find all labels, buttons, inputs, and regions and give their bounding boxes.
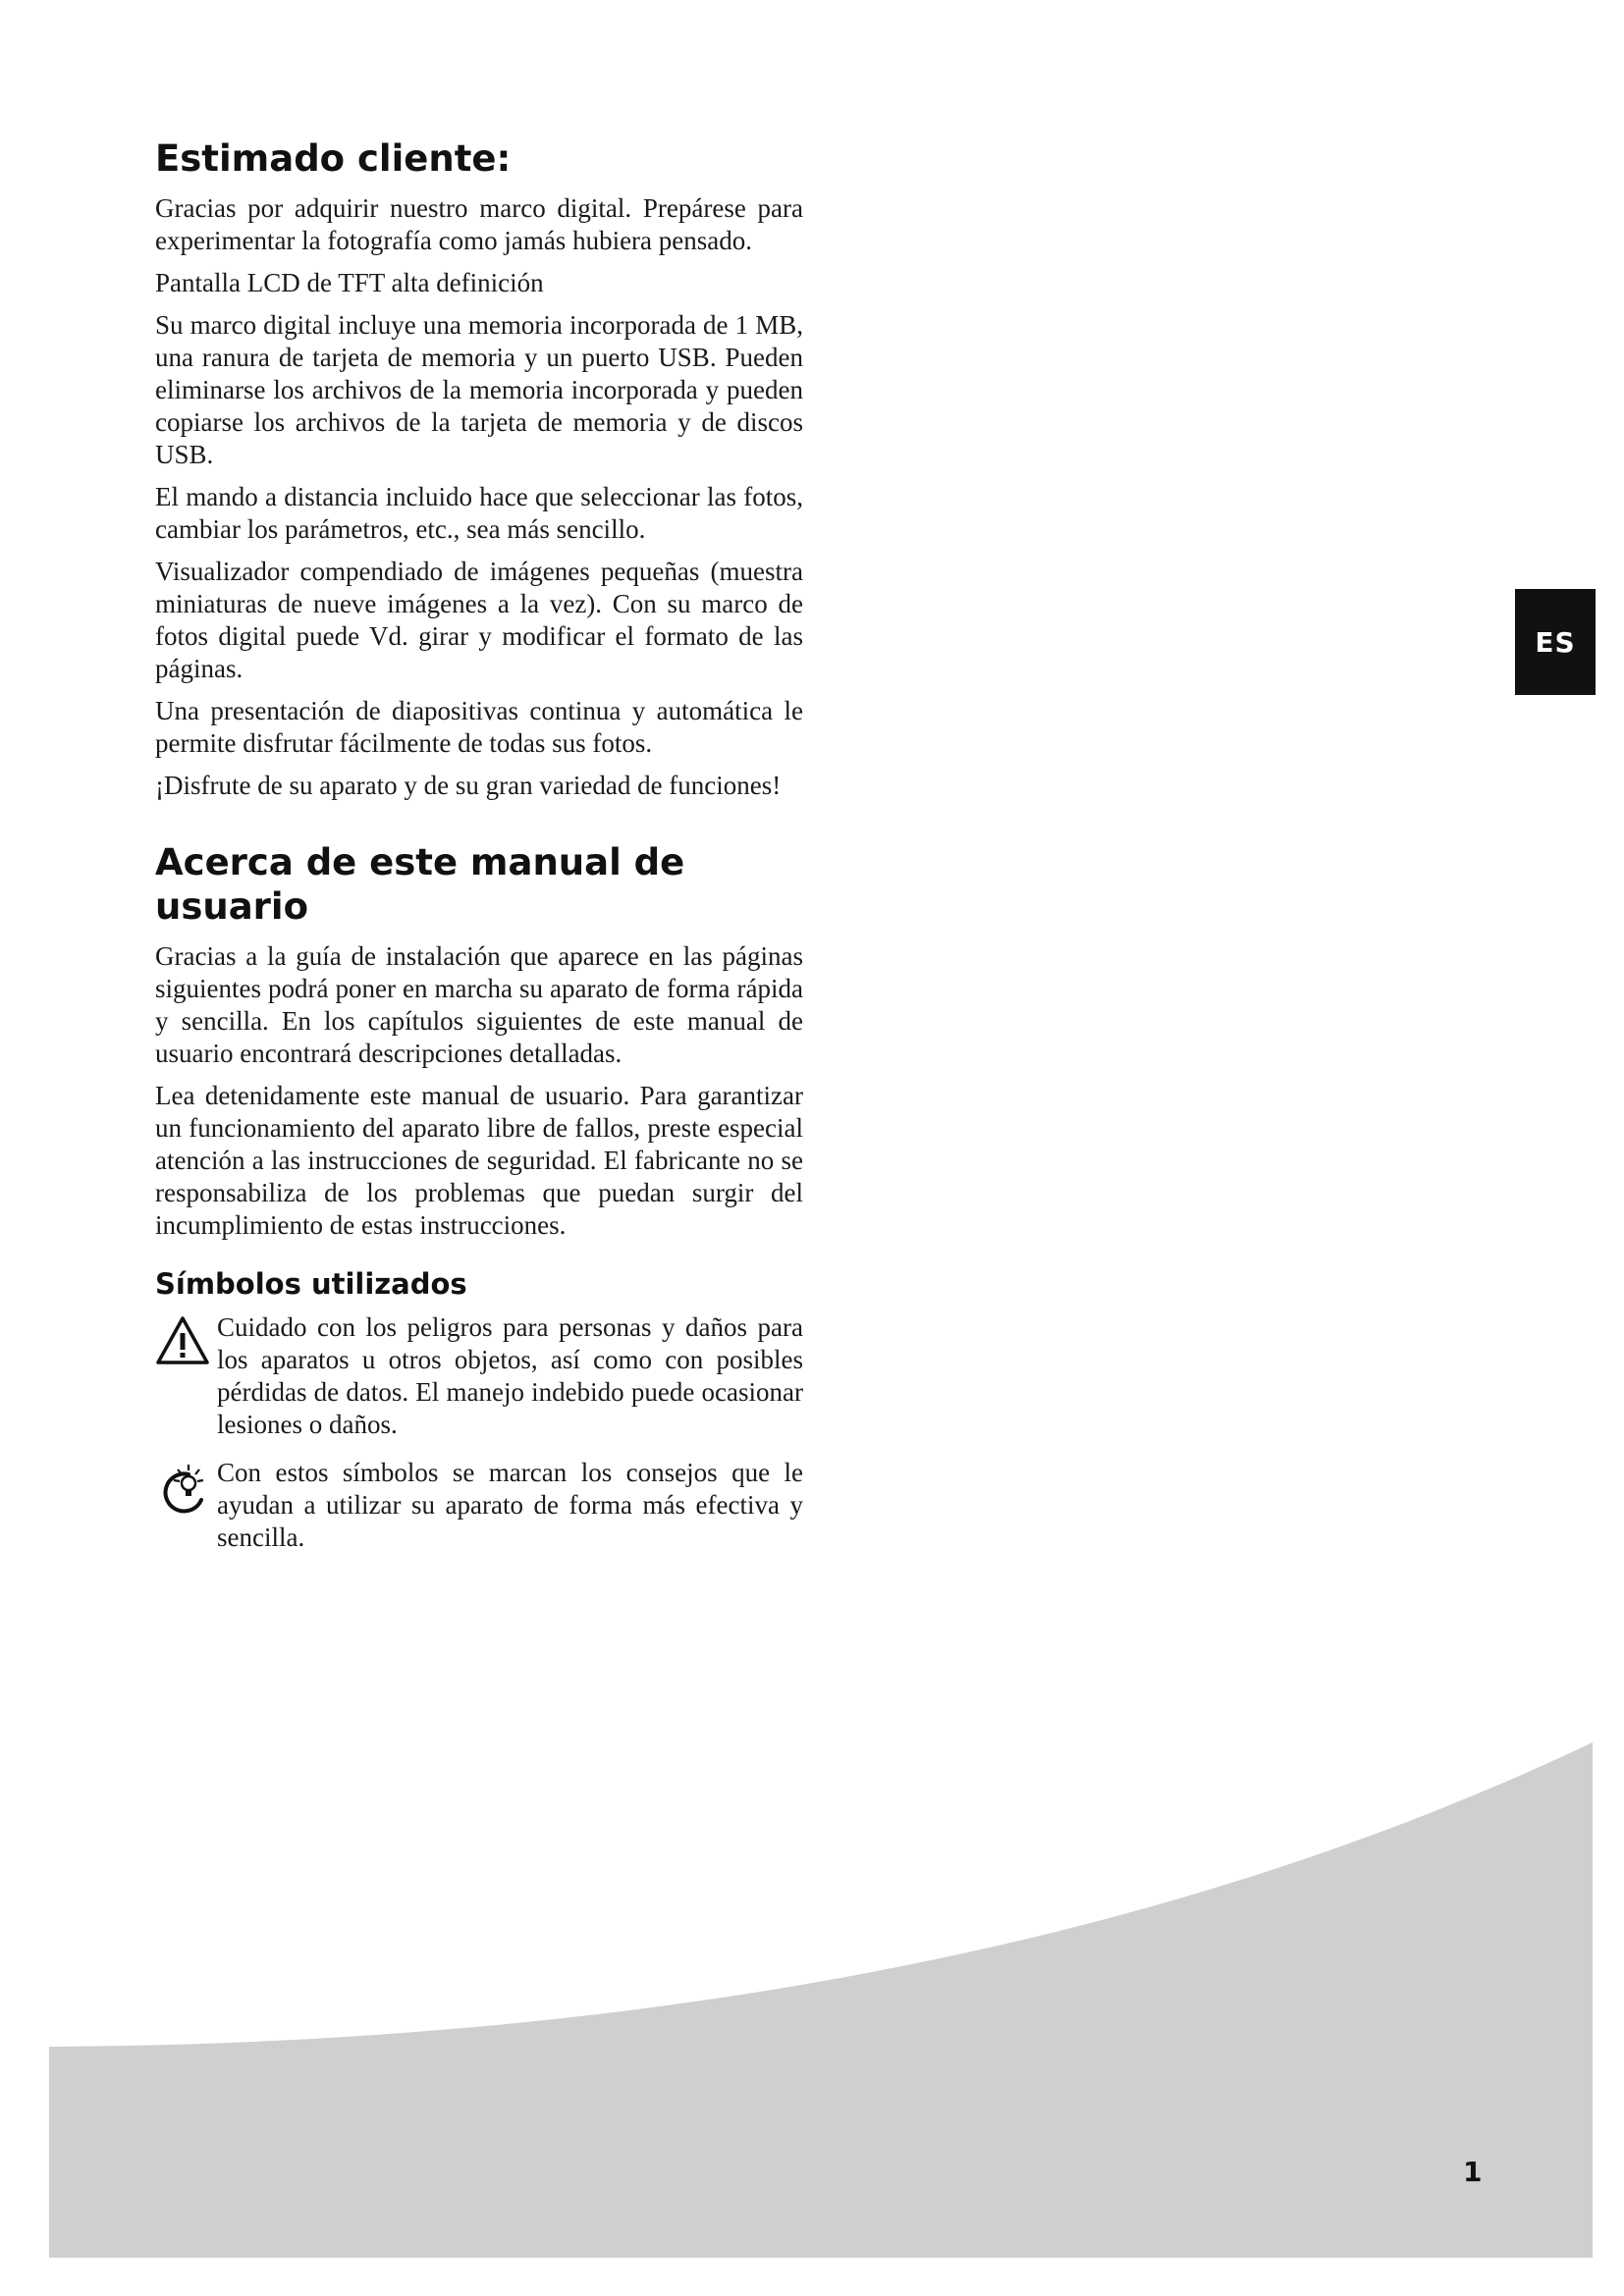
intro-paragraph: Una presentación de diapositivas continua y automática le permite disfrutar fácilmente de todas sus fotos. [155, 696, 803, 759]
intro-paragraph: ¡Disfrute de su aparato y de su gran variedad de funciones! [155, 771, 782, 801]
page-number: 1 [1463, 2156, 1483, 2188]
warning-triangle-icon [155, 1313, 210, 1368]
symbol-item-text: Con estos símbolos se marcan los consejos que le ayudan a utilizar su aparato de forma más efectiva y sencilla. [217, 1457, 803, 1552]
language-tab [1515, 589, 1596, 695]
symbol-item-tip [155, 1457, 803, 1554]
intro-section [155, 137, 803, 802]
manual-paragraph: Gracias a la guía de instalación que aparece en las páginas siguientes podrá poner en marcha su aparato de forma rápida y sencilla. En los capítulos siguientes de este manual de usuario encontrará descripciones detalladas. [155, 941, 803, 1069]
main-content [155, 137, 803, 1570]
symbols-heading: Símbolos utilizados [155, 1267, 467, 1302]
tip-lightbulb-icon [155, 1459, 210, 1514]
intro-paragraph: Gracias por adquirir nuestro marco digital. Prepárese para experimentar la fotografía como jamás hubiera pensado. [155, 193, 803, 256]
manual-paragraph: Lea detenidamente este manual de usuario. Para garantizar un funcionamiento del aparato libre de fallos, preste especial atención a las instrucciones de seguridad. El fabricante no se responsabiliza de los problemas que puedan surgir del incumplimiento de estas instrucciones. [155, 1081, 803, 1241]
intro-paragraph: Pantalla LCD de TFT alta definición [155, 268, 544, 298]
intro-heading: Estimado cliente: [155, 137, 512, 180]
symbol-item-warning [155, 1311, 803, 1441]
intro-paragraph: El mando a distancia incluido hace que seleccionar las fotos, cambiar los parámetros, etc., sea más sencillo. [155, 482, 803, 545]
language-tab-label: ES [1535, 625, 1576, 659]
symbol-item-text: Cuidado con los peligros para personas y daños para los aparatos u otros objetos, así como con posibles pérdidas de datos. El manejo indebido puede ocasionar lesiones o daños. [217, 1311, 803, 1439]
intro-paragraph: Su marco digital incluye una memoria incorporada de 1 MB, una ranura de tarjeta de memoria y un puerto USB. Pueden eliminarse los archivos de la memoria incorporada y pueden copiarse los archivos de la tarjeta de memoria y de discos USB. [155, 310, 803, 470]
intro-paragraph: Visualizador compendiado de imágenes pequeñas (muestra miniaturas de nueve imágenes a la vez). Con su marco de fotos digital puede Vd. girar y modificar el formato de las páginas. [155, 557, 803, 684]
manual-heading: Acerca de este manual de usuario [155, 841, 685, 928]
manual-section [155, 841, 803, 1242]
symbols-section [155, 1267, 803, 1554]
